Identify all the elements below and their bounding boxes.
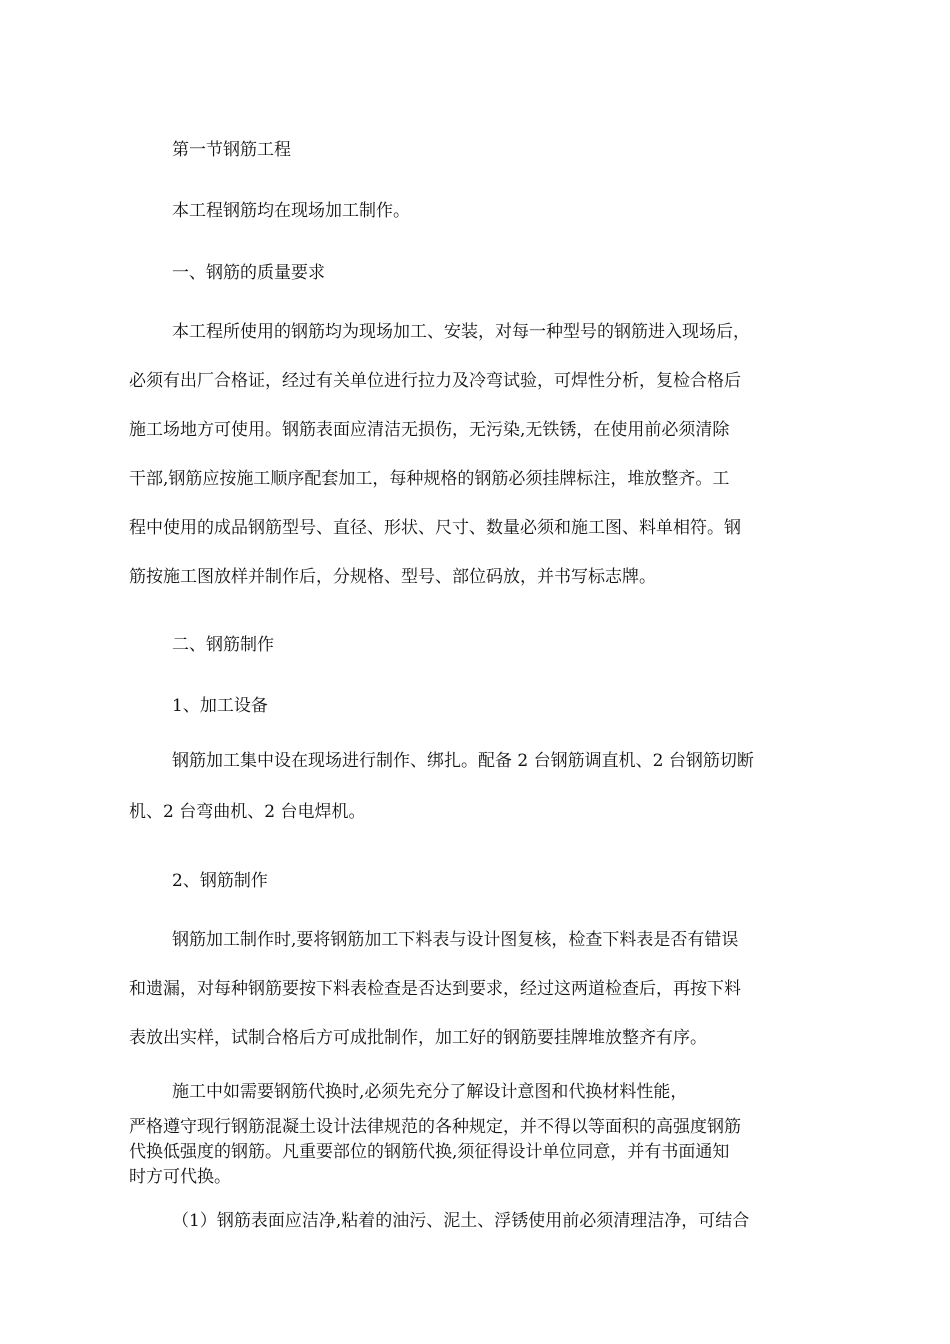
paragraph-line: 筋按施工图放样并制作后，分规格、型号、部位码放，并书写标志牌。	[129, 567, 656, 587]
paragraph-line: 钢筋加工集中设在现场进行制作、绑扎。配备 2 台钢筋调直机、2 台钢筋切断	[172, 751, 754, 771]
paragraph-line: 程中使用的成品钢筋型号、直径、形状、尺寸、数量必须和施工图、料单相符。钢	[129, 518, 741, 538]
paragraph-line: 表放出实样，试制合格后方可成批制作，加工好的钢筋要挂牌堆放整齐有序。	[129, 1028, 707, 1048]
section-title: 第一节钢筋工程	[172, 140, 291, 160]
paragraph-line: 和遗漏，对每种钢筋要按下料表检查是否达到要求，经过这两道检查后，再按下料	[129, 979, 741, 999]
paragraph-line: 本工程所使用的钢筋均为现场加工、安装，对每一种型号的钢筋进入现场后，	[172, 322, 750, 342]
paragraph-line: 施工场地方可使用。钢筋表面应清洁无损伤，无污染,无铁锈，在使用前必须清除	[129, 420, 730, 440]
paragraph-line: 干部,钢筋应按施工顺序配套加工，每种规格的钢筋必须挂牌标注，堆放整齐。工	[129, 469, 730, 489]
subheading-equipment: 1、加工设备	[172, 696, 268, 716]
heading-rebar-fabrication: 二、钢筋制作	[172, 635, 274, 655]
intro-paragraph: 本工程钢筋均在现场加工制作。	[172, 201, 410, 221]
paragraph-line: 时方可代换。	[129, 1167, 231, 1187]
paragraph-line: 钢筋加工制作时,要将钢筋加工下料表与设计图复核，检查下料表是否有错误	[172, 930, 739, 950]
heading-quality-requirements: 一、钢筋的质量要求	[172, 263, 325, 283]
paragraph-line: （1）钢筋表面应洁净,粘着的油污、泥土、浮锈使用前必须清理洁净，可结合	[172, 1211, 750, 1231]
paragraph-block	[129, 1115, 741, 1190]
subheading-fabrication: 2、钢筋制作	[172, 871, 268, 891]
paragraph-line: 施工中如需要钢筋代换时,必须先充分了解设计意图和代换材料性能，	[172, 1082, 688, 1102]
paragraph-line: 机、2 台弯曲机、2 台电焊机。	[129, 802, 366, 822]
paragraph-line: 严格遵守现行钢筋混凝土设计法律规范的各种规定，并不得以等面积的高强度钢筋	[129, 1117, 741, 1137]
paragraph-line: 必须有出厂合格证，经过有关单位进行拉力及冷弯试验，可焊性分析，复检合格后	[129, 371, 741, 391]
paragraph-line: 代换低强度的钢筋。凡重要部位的钢筋代换,须征得设计单位同意，并有书面通知	[129, 1142, 730, 1162]
